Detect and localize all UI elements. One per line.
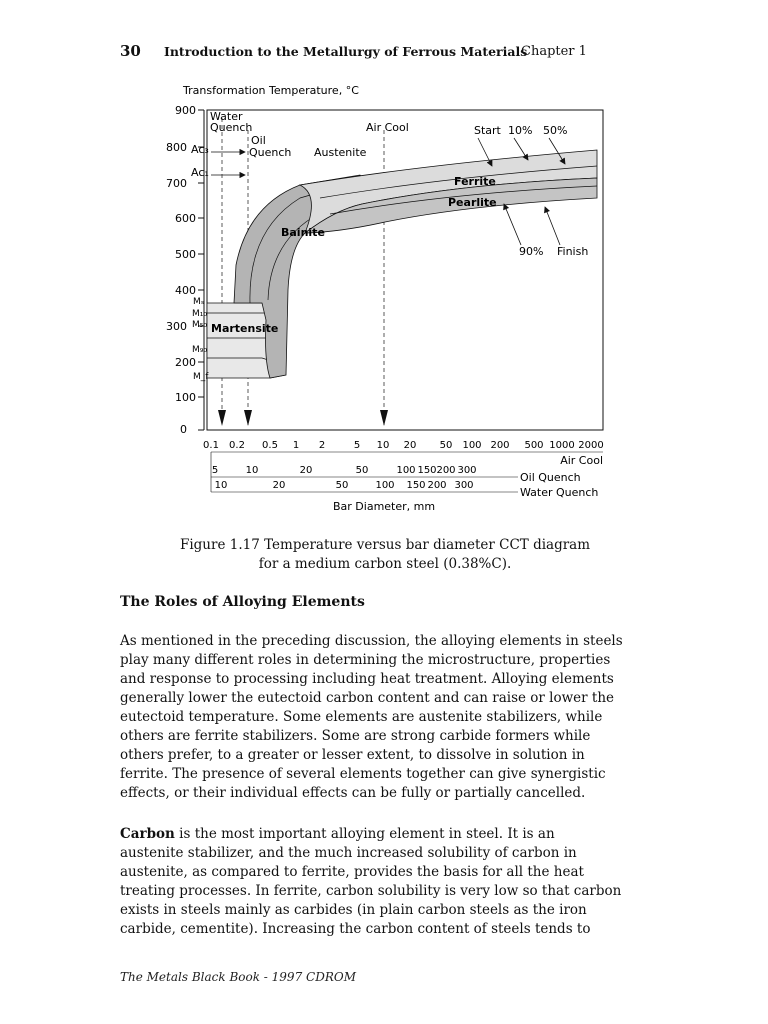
x-tick-label: 10	[245, 465, 259, 476]
text-line: generally lower the eutectoid carbon content and can raise or lower the	[120, 690, 615, 706]
water-quench-arrowhead	[218, 410, 226, 426]
m90-label: M₉₀	[192, 345, 207, 355]
oil-label: Oil	[251, 134, 266, 147]
y-tick-label: 600	[175, 212, 196, 225]
ac1-label: Ac₁	[191, 166, 209, 179]
oil-quench-scale-label: Oil Quench	[520, 471, 581, 484]
ninety-percent-label: 90%	[519, 245, 544, 258]
fifty-percent-label: 50%	[543, 124, 568, 137]
y-tick-label: 800	[166, 141, 187, 154]
y-tick-label: 400	[175, 284, 196, 297]
text-line: play many different roles in determining the microstructure, properties	[120, 652, 611, 668]
austenite-label: Austenite	[314, 146, 367, 159]
text-line: effects, or their individual effects can be fully or partially cancelled.	[120, 785, 586, 801]
y-tick-label: 700	[166, 177, 187, 190]
x-tick-label: 20	[403, 440, 417, 451]
x-tick-label: 500	[524, 440, 544, 451]
y-axis-title: Transformation Temperature, °C	[183, 84, 359, 97]
text-line: ferrite. The presence of several elements together can give synergistic	[120, 766, 606, 782]
m50-label: M₅₀	[192, 320, 207, 330]
text-run: is the most important alloying element in steel. It is an	[174, 826, 555, 842]
y-tick-label: 100	[175, 391, 196, 404]
text-line: exists in steels mainly as carbides (in plain carbon steels as the iron	[120, 902, 587, 918]
paragraph-carbon	[120, 825, 650, 939]
oil-quench-scale	[211, 465, 581, 484]
x-tick-label: 100	[375, 480, 395, 491]
x-tick-label: 10	[214, 480, 228, 491]
running-title: Introduction to the Metallurgy of Ferrous Materials	[164, 44, 528, 59]
page-footer: The Metals Black Book - 1997 CDROM	[120, 970, 356, 984]
text-line: carbide, cementite). Increasing the carbon content of steels tends to	[120, 921, 591, 937]
text-line: treating processes. In ferrite, carbon solubility is very low so that carbon	[120, 883, 622, 899]
x-axis-title: Bar Diameter, mm	[333, 500, 436, 513]
x-tick-label: 1000	[549, 440, 575, 451]
y-tick-label: 300	[166, 320, 187, 333]
y-tick-label: 900	[175, 104, 196, 117]
x-tick-label: 0.2	[229, 440, 245, 451]
text-line: eutectoid temperature. Some elements are austenite stabilizers, while	[120, 709, 603, 725]
y-tick-label: 500	[175, 248, 196, 261]
bainite-label: Bainite	[281, 226, 325, 239]
paragraph-alloying	[120, 632, 650, 803]
text-line: others are ferrite stabilizers. Some are strong carbide formers while	[120, 728, 591, 744]
x-tick-label: 0.1	[203, 440, 219, 451]
x-tick-label: 200	[490, 440, 510, 451]
m10-label: M₁₀	[192, 309, 207, 319]
x-tick-label: 300	[454, 480, 474, 491]
x-tick-label: 50	[439, 440, 453, 451]
x-tick-label: 2000	[578, 440, 604, 451]
x-tick-label: 20	[299, 465, 313, 476]
x-tick-label: 150	[406, 480, 426, 491]
text-line: austenite stabilizer, and the much increased solubility of carbon in	[120, 845, 577, 861]
x-tick-label: 2	[318, 440, 326, 451]
mf-label: M_f	[193, 372, 209, 382]
oil-quench-arrowhead	[244, 410, 252, 426]
x-tick-label: 200	[427, 480, 447, 491]
x-tick-label: 0.5	[262, 440, 278, 451]
martensite-label: Martensite	[211, 322, 279, 335]
start-label: Start	[474, 124, 501, 137]
oil-quench-label: Quench	[249, 146, 292, 159]
caption-line: Figure 1.17 Temperature versus bar diameter CCT diagram	[179, 537, 591, 553]
x-tick-label: 100	[396, 465, 416, 476]
x-tick-label: 200	[436, 465, 456, 476]
section-heading: The Roles of Alloying Elements	[120, 594, 365, 610]
text-line	[120, 825, 650, 844]
x-tick-label: 5	[211, 465, 219, 476]
x-tick-label: 300	[457, 465, 477, 476]
chapter-label: Chapter 1	[521, 44, 587, 59]
x-tick-label: 20	[272, 480, 286, 491]
text-line: and response to processing including heat treatment. Alloying elements	[120, 671, 614, 687]
x-tick-label: 50	[355, 465, 369, 476]
pearlite-label: Pearlite	[448, 196, 497, 209]
text-line: austenite, as compared to ferrite, provides the basis for all the heat	[120, 864, 584, 880]
air-cool-label: Air Cool	[366, 121, 409, 134]
ms-label: Mₛ	[193, 297, 205, 307]
carbon-term: Carbon	[120, 826, 175, 842]
text-line: others prefer, to a greater or lesser extent, to dissolve in solution in	[120, 747, 585, 763]
air-cool-arrowhead	[380, 410, 388, 426]
page-header	[0, 42, 768, 62]
x-tick-label: 10	[376, 440, 390, 451]
water-label: Water	[210, 110, 243, 123]
caption-line: for a medium carbon steel (0.38%C).	[258, 556, 512, 572]
ten-percent-label: 10%	[508, 124, 533, 137]
x-tick-label: 100	[462, 440, 482, 451]
y-tick-label: 0	[180, 423, 187, 436]
ferrite-label: Ferrite	[454, 175, 496, 188]
text-line: As mentioned in the preceding discussion, the alloying elements in steels	[120, 633, 623, 649]
water-quench-scale-label: Water Quench	[520, 486, 599, 499]
page-number: 30	[120, 42, 141, 60]
air-cool-scale-label: Air Cool	[560, 454, 603, 467]
x-tick-label: 150	[417, 465, 437, 476]
cct-diagram	[0, 78, 768, 518]
x-tick-label: 1	[292, 440, 300, 451]
x-tick-label: 5	[353, 440, 361, 451]
finish-label: Finish	[557, 245, 589, 258]
ac3-label: Ac₃	[191, 143, 209, 156]
x-tick-label: 50	[335, 480, 349, 491]
y-tick-label: 200	[175, 356, 196, 369]
water-quench-label: Quench	[210, 121, 253, 134]
figure-caption	[120, 536, 650, 574]
